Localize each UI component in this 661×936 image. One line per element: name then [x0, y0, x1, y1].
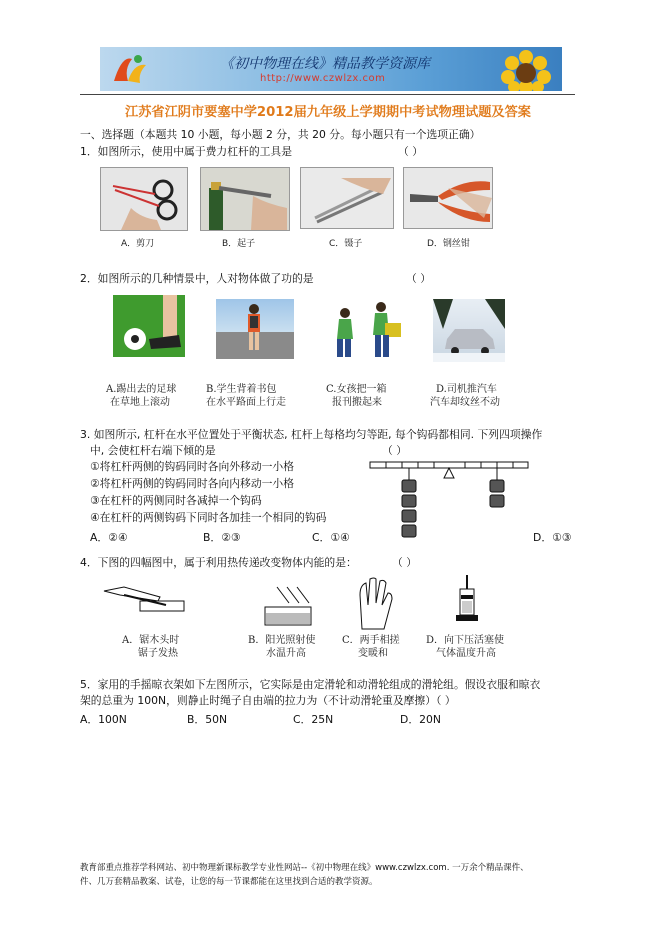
q5-option-a: A．100N: [80, 713, 127, 726]
question-5-line-1: 5．家用的手摇晾衣架如下左图所示，它实际是由定滑轮和动滑轮组成的滑轮组。假设衣服和晾衣: [80, 678, 541, 691]
question-2: 2．如图所示的几种情景中，人对物体做了功的是: [80, 272, 314, 285]
answer-bracket-3: （ ）: [382, 444, 408, 457]
q3-item-2: ②将杠杆两侧的钩码同时各向内移动一小格: [90, 477, 295, 490]
banner-title: 《初中物理在线》精品教学资源库: [220, 56, 430, 72]
q2-caption-c: C.女孩把一箱 报刊搬起来: [326, 384, 387, 408]
lever-diagram: [368, 458, 532, 540]
q3-option-b: B．②③: [203, 531, 241, 544]
logo-icon: [108, 51, 152, 87]
q5-option-b: B．50N: [187, 713, 228, 726]
answer-bracket-2: （ ）: [406, 272, 432, 285]
question-1: 1．如图所示，使用中属于费力杠杆的工具是: [80, 145, 293, 158]
student-backpack-image: [216, 299, 294, 359]
footer-line-1: 教育部重点推荐学科网站、初中物理新课标教学专业性网站--《初中物理在线》www.czwlzx.com. 一万余个精品课件、: [80, 863, 529, 873]
rubbing-hands-diagram: [352, 575, 400, 631]
q4-caption-a: A．锯木头时 锯子发热: [122, 635, 180, 659]
pushing-car-image: [433, 299, 505, 362]
q3-item-4: ④在杠杆的两侧钩码下同时各加挂一个相同的钩码: [90, 511, 327, 524]
q1-caption-c: C．镊子: [329, 239, 363, 249]
bottle-opener-image: [200, 167, 290, 231]
section-heading: 一、选择题（本题共 10 小题，每小题 2 分，共 20 分。每小题只有一个选项正确）: [80, 128, 481, 141]
lifting-box-image: [323, 299, 407, 361]
banner-url: http://www.czwlzx.com: [260, 73, 386, 84]
q5-option-d: D．20N: [400, 713, 441, 726]
q2-caption-a: A.踢出去的足球 在草地上滚动: [106, 384, 177, 408]
sunflower-icon: [490, 47, 562, 91]
q3-option-a: A．②④: [90, 531, 128, 544]
question-3-line-2: 中, 会使杠杆右端下倾的是: [90, 444, 216, 457]
answer-bracket-4: （ ）: [392, 556, 418, 569]
q1-caption-a: A．剪刀: [121, 239, 155, 249]
q3-option-d: D．①③: [533, 531, 572, 544]
answer-bracket-1: （ ）: [398, 145, 424, 158]
q5-option-c: C．25N: [293, 713, 334, 726]
q1-caption-d: D．钢丝钳: [427, 239, 470, 249]
q3-item-3: ③在杠杆的两侧同时各减掉一个钩码: [90, 494, 262, 507]
q3-option-c: C．①④: [312, 531, 350, 544]
header-banner: [100, 47, 562, 91]
q4-caption-c: C．两手相搓 变暖和: [342, 635, 400, 659]
piston-cylinder-diagram: [452, 575, 482, 633]
football-image: [113, 295, 185, 357]
question-5-line-2: 架的总重为 100N，则静止时绳子自由端的拉力为（不计动滑轮重及摩擦）（ ）: [80, 694, 456, 707]
question-4: 4．下图的四幅图中，属于利用热传递改变物体内能的是：: [80, 556, 357, 569]
q4-caption-d: D．向下压活塞使 气体温度升高: [426, 635, 505, 659]
sawing-wood-diagram: [100, 583, 186, 631]
q2-caption-b: B.学生背着书包 在水平路面上行走: [206, 384, 286, 408]
q4-caption-b: B．阳光照射使 水温升高: [248, 635, 316, 659]
tweezers-image: [300, 167, 394, 229]
footer-line-2: 件、几万套精品教案、试卷，让您的每一节课都能在这里找到合适的教学资源。: [80, 877, 378, 887]
question-3-line-1: 3. 如图所示, 杠杆在水平位置处于平衡状态, 杠杆上每格均匀等距, 每个钩码都相同. 下列四项操作: [80, 428, 543, 441]
pliers-image: [403, 167, 493, 229]
header-rule: [80, 94, 575, 95]
q1-caption-b: B．起子: [222, 239, 256, 249]
scissors-image: [100, 167, 188, 231]
q2-caption-d: D.司机推汽车 汽车却纹丝不动: [430, 384, 500, 408]
document-title: 江苏省江阴市要塞中学2012届九年级上学期期中考试物理试题及答案: [125, 105, 531, 120]
q3-item-1: ①将杠杆两侧的钩码同时各向外移动一小格: [90, 460, 295, 473]
sunlight-water-diagram: [255, 585, 319, 631]
